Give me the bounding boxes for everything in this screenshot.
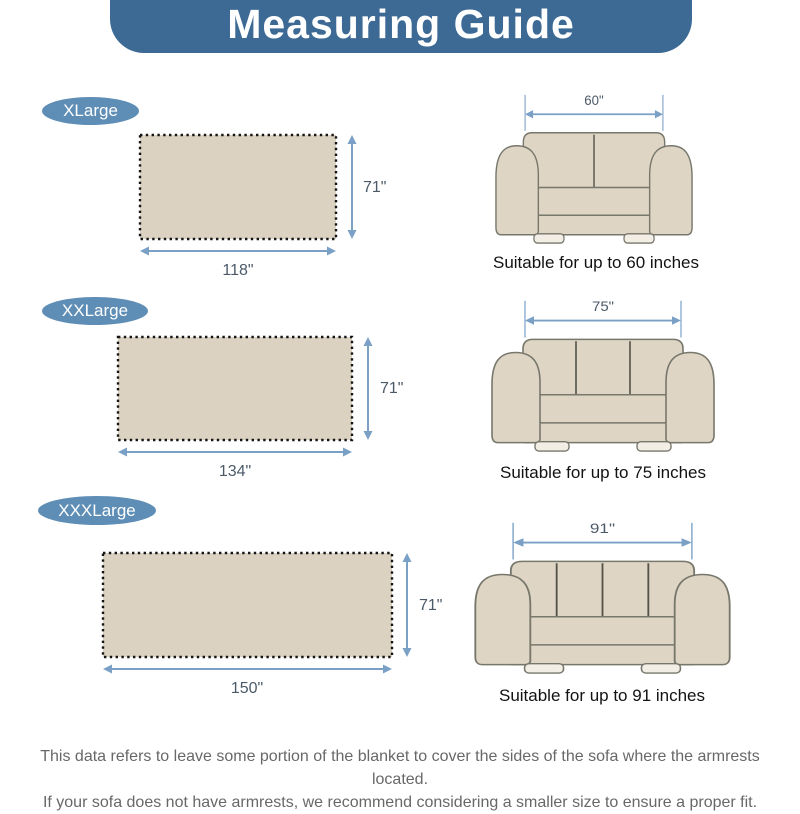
page-title: Measuring Guide [227,1,575,47]
height-arrow-icon [364,337,373,440]
blanket-width-label: 150" [230,680,264,697]
right-armrest [650,146,692,235]
sofa-foot [534,234,564,243]
sofa-foot [624,234,654,243]
seat-cushion [517,617,689,645]
blanket-width-label: 118" [222,262,254,279]
left-armrest [475,574,530,664]
blanket-rectangle [140,135,336,239]
sofa-illustration [496,133,692,243]
sofa-width-label: 75" [592,299,614,316]
sofa-illustration [492,339,714,451]
sofa-width-label: 60" [584,92,604,109]
blanket-height-label: 71" [380,380,404,397]
right-armrest [666,352,714,442]
sofa-width-label: 91" [589,521,616,537]
sofa-figure-loveseat [488,92,700,244]
blanket-figure-xxlarge [108,327,420,492]
sofa-foot [637,442,671,451]
sofa-illustration [475,561,729,673]
sofa-figure-sofa [483,298,723,452]
suitability-caption: Suitable for up to 91 inches [498,686,706,705]
blanket-rectangle [103,553,392,657]
blanket-figure-xxxlarge [93,543,461,708]
sofa-foot [535,442,569,451]
header-banner [110,0,692,53]
width-arrow-icon [118,448,352,457]
size-badge-xxlarge: XXLarge [42,297,148,325]
height-arrow-icon [348,135,357,239]
sofa-figure-large-sofa [465,520,740,674]
footer-note-line1: This data refers to leave some portion of the blanket to cover the sides of the sofa where the armrests located. [40,748,760,788]
suitability-caption: Suitable for up to 75 inches [499,463,707,482]
width-arrow-icon [103,665,392,674]
size-badge-xlarge: XLarge [42,97,139,125]
right-armrest [675,574,730,664]
blanket-height-label: 71" [363,179,387,196]
sofa-foot [641,664,680,673]
suitability-caption: Suitable for up to 60 inches [492,253,700,272]
blanket-height-label: 71" [419,597,443,614]
footer-note [30,745,770,814]
blanket-width-label: 134" [218,463,252,480]
left-armrest [492,352,540,442]
width-arrow-icon [140,247,336,256]
blanket-figure-xlarge [130,125,400,290]
blanket-rectangle [118,337,352,440]
sofa-foot [525,664,564,673]
height-arrow-icon [403,553,412,657]
size-badge-xxxlarge: XXXLarge [38,496,156,525]
seat-cushion [528,187,661,215]
seat-cushion [528,395,678,423]
left-armrest [496,146,538,235]
footer-note-line2: If your sofa does not have armrests, we recommend considering a smaller size to ensure a proper fit. [42,794,758,811]
